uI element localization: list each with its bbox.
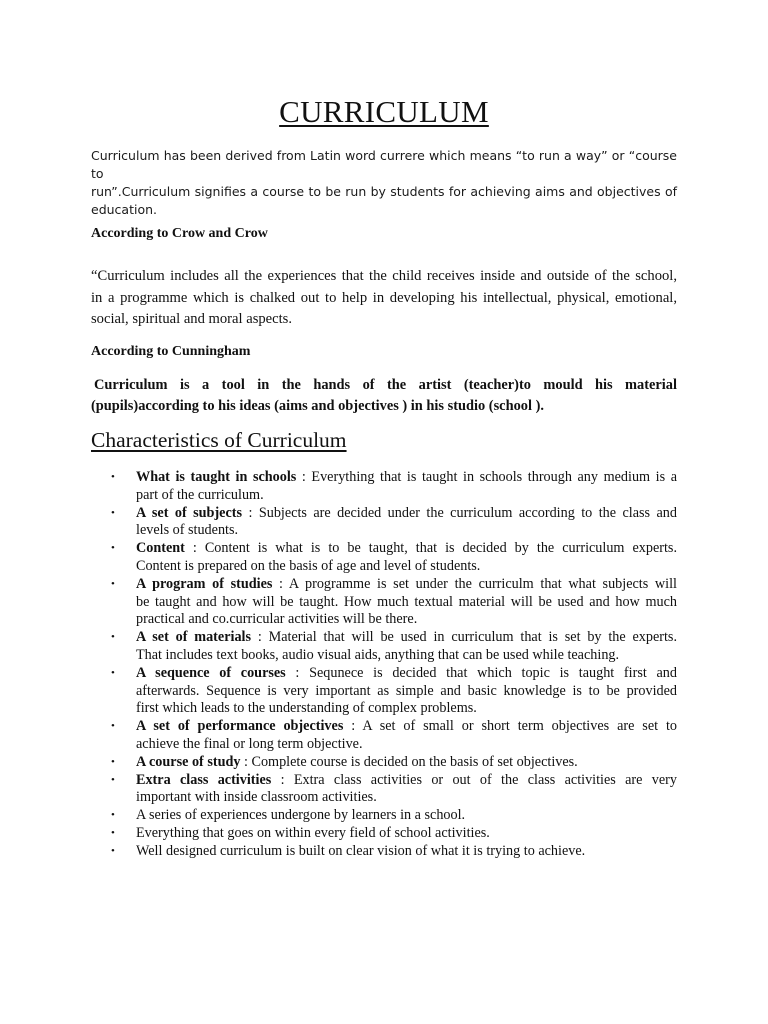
- characteristic-text: : Subjects are decided under the curriculum according to the class and: [242, 504, 677, 521]
- bullet-icon: •: [111, 720, 115, 733]
- cunningham-quote: [91, 375, 677, 417]
- characteristic-text: : Content is what is to be taught, that is decided by the curriculum experts.: [184, 540, 677, 557]
- characteristic-item: [0, 540, 677, 576]
- characteristic-text: : A programme is set under the curriculm that what subjects will: [272, 575, 677, 592]
- characteristics-heading: Characteristics of Curriculum: [91, 428, 347, 452]
- intro-line-3: education.: [91, 202, 157, 217]
- characteristic-item: [0, 469, 677, 505]
- bullet-icon: •: [111, 631, 115, 644]
- bullet-icon: •: [111, 809, 115, 822]
- characteristic-line: [136, 647, 677, 665]
- characteristic-text: : A set of small or short term objectives are set to: [343, 718, 678, 735]
- cunningham-quote-line-1: Curriculum is a tool in the hands of the artist (teacher)to mould his material: [94, 377, 677, 393]
- characteristic-line: [136, 576, 677, 594]
- characteristic-text: : Material that will be used in curriculum that is set by the experts.: [251, 629, 677, 646]
- characteristic-term: Extra class activities: [136, 771, 272, 788]
- characteristic-term: A course of study: [136, 753, 241, 770]
- characteristic-line: [136, 700, 677, 718]
- characteristic-line: [136, 843, 677, 861]
- characteristic-term: A set of materials: [136, 629, 252, 646]
- crow-heading: According to Crow and Crow: [91, 226, 268, 241]
- cunningham-heading: According to Cunningham: [91, 344, 251, 359]
- characteristic-text: : Everything that is taught in schools through any medium is a: [296, 469, 677, 485]
- bullet-icon: •: [111, 755, 115, 768]
- characteristic-item: [0, 576, 677, 629]
- crow-quote-line-1: “Curriculum includes all the experiences that the child receives inside and outside of the school,: [91, 268, 677, 284]
- characteristic-term: What is taught in schools: [136, 469, 297, 485]
- characteristic-line: [136, 505, 677, 523]
- characteristic-text: Content is prepared on the basis of age and level of students.: [136, 557, 481, 574]
- characteristic-line: [136, 718, 677, 736]
- characteristic-item: [0, 825, 677, 843]
- characteristic-text: part of the curriculum.: [136, 486, 264, 503]
- characteristic-line: [136, 807, 677, 825]
- characteristic-term: A set of performance objectives: [136, 718, 344, 735]
- characteristic-item: [0, 772, 677, 808]
- characteristic-text: Well designed curriculum is built on clear vision of what it is trying to achieve.: [136, 842, 586, 859]
- page-title: [0, 94, 768, 130]
- cunningham-quote-line-2: (pupils)according to his ideas (aims and objectives ) in his studio (school ).: [91, 398, 544, 414]
- bullet-icon: •: [111, 506, 115, 519]
- characteristic-text: Everything that goes on within every field of school activities.: [136, 824, 490, 841]
- page-title-text: CURRICULUM: [279, 94, 489, 129]
- characteristic-term: A set of subjects: [136, 504, 243, 521]
- bullet-icon: •: [111, 773, 115, 786]
- characteristic-line: [136, 629, 677, 647]
- characteristic-line: [136, 611, 677, 629]
- characteristic-text: achieve the final or long term objective.: [136, 735, 363, 752]
- characteristic-line: [136, 683, 677, 701]
- bullet-icon: •: [111, 666, 115, 679]
- characteristic-text: be taught and how will be taught. How much textual material will be used and how much: [136, 593, 677, 610]
- bullet-icon: •: [111, 826, 115, 839]
- characteristic-term: A sequence of courses: [136, 664, 286, 681]
- characteristic-line: [136, 522, 677, 540]
- characteristic-line: [136, 540, 677, 558]
- characteristic-item: [0, 505, 677, 541]
- characteristic-item: [0, 629, 677, 665]
- characteristic-item: [0, 807, 677, 825]
- characteristic-text: levels of students.: [136, 522, 239, 539]
- characteristic-line: [136, 469, 677, 487]
- intro-line-1: Curriculum has been derived from Latin word currere which means “to run a way” or “course to: [91, 148, 677, 181]
- bullet-icon: •: [111, 471, 115, 483]
- characteristic-line: [136, 825, 677, 843]
- characteristic-line: [136, 558, 677, 576]
- characteristic-text: first which leads to the understanding of complex problems.: [136, 700, 477, 717]
- intro-line-2: run”.Curriculum signifies a course to be run by students for achieving aims and objectives of: [91, 184, 677, 199]
- characteristic-line: [136, 754, 677, 772]
- characteristic-text: afterwards. Sequence is very important as simple and basic knowledge is to be provided: [136, 682, 677, 699]
- bullet-icon: •: [111, 542, 115, 555]
- characteristic-text: : Complete course is decided on the basis of set objectives.: [240, 753, 578, 770]
- characteristic-item: [0, 665, 677, 718]
- characteristic-item: [0, 718, 677, 754]
- characteristic-text: : Sequnece is decided that which topic is taught first and: [285, 664, 677, 681]
- characteristic-text: A series of experiences undergone by learners in a school.: [136, 807, 466, 824]
- characteristic-text: practical and co.curricular activities will be there.: [136, 611, 418, 628]
- characteristic-term: A program of studies: [136, 575, 273, 592]
- characteristic-line: [136, 736, 677, 754]
- characteristic-line: [136, 772, 677, 790]
- bullet-icon: •: [111, 577, 115, 590]
- characteristic-line: [136, 594, 677, 612]
- intro-paragraph: [91, 147, 677, 219]
- bullet-icon: •: [111, 844, 115, 857]
- crow-quote-line-2: in a programme which is chalked out to help in developing his intellectual, physical, emotional,: [91, 289, 677, 306]
- crow-quote: [91, 266, 677, 331]
- characteristic-item: [0, 754, 677, 772]
- characteristics-list: [0, 469, 768, 861]
- characteristic-text: : Extra class activities or out of the class activities are very: [271, 771, 677, 788]
- characteristic-line: [136, 487, 677, 505]
- characteristic-text: important with inside classroom activities.: [136, 789, 377, 806]
- characteristic-text: That includes text books, audio visual aids, anything that can be used while teaching.: [136, 646, 620, 663]
- characteristic-item: [0, 843, 677, 861]
- characteristic-term: Content: [136, 540, 185, 557]
- crow-quote-line-3: social, spiritual and moral aspects.: [91, 311, 293, 327]
- characteristic-line: [136, 665, 677, 683]
- characteristic-line: [136, 789, 677, 807]
